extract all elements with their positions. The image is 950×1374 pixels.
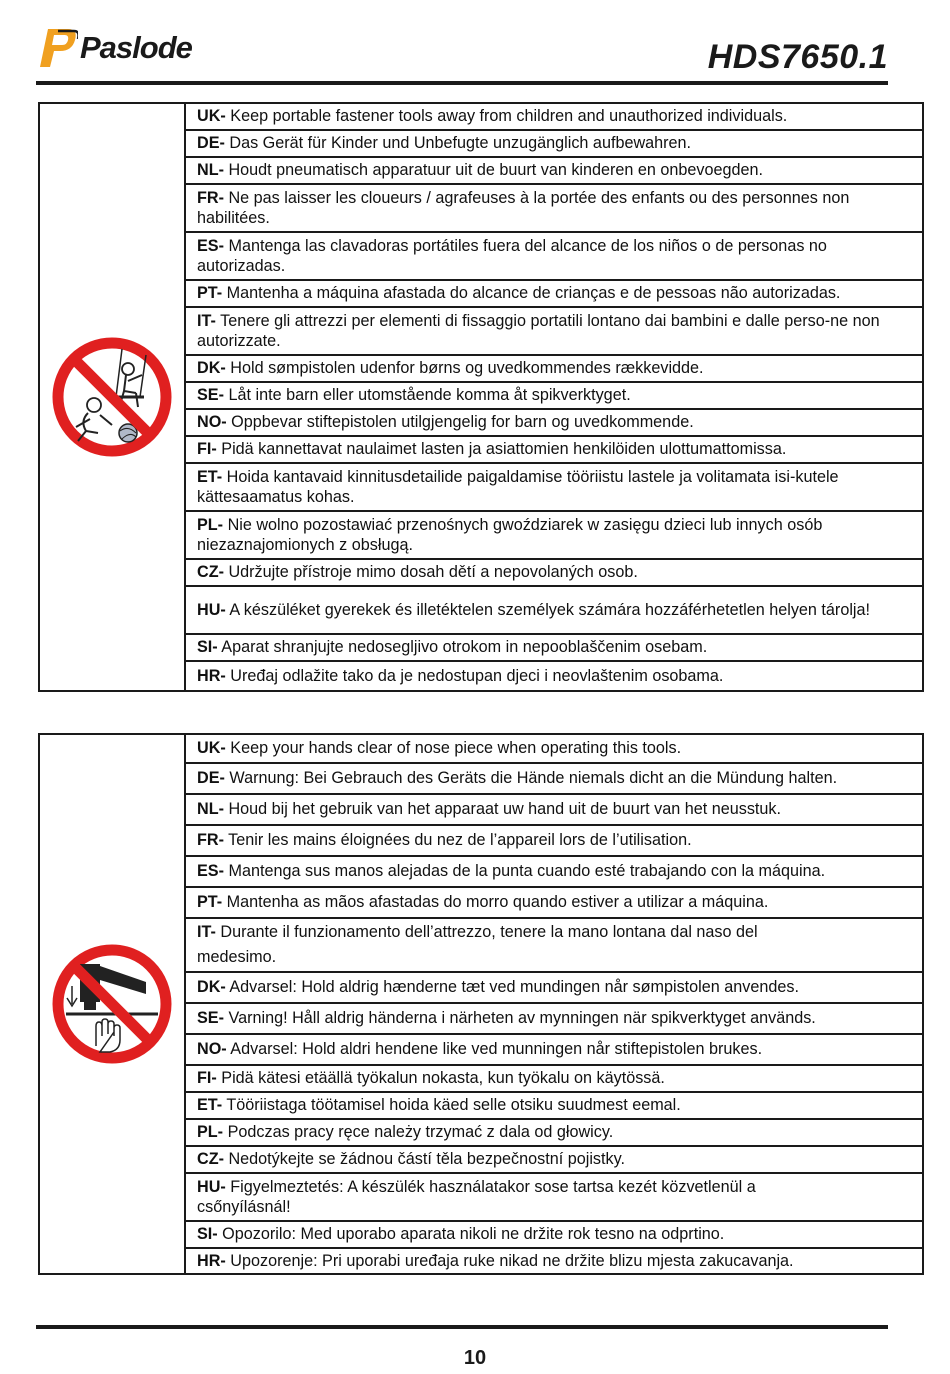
translation-row: HR- Uređaj odlažite tako da je nedostupan djeci i neovlaštenim osobama. <box>197 666 724 685</box>
paslode-p-icon <box>38 25 78 71</box>
no-hands-near-nose-icon <box>50 942 174 1066</box>
translation-row: DK- Hold sømpistolen udenfor børns og uvedkommendes rækkevidde. <box>186 356 922 383</box>
translation-row: SI- Opozorilo: Med uporabo aparata nikoli ne držite rok tesno na odprtino. <box>186 1222 922 1249</box>
page-header <box>38 20 888 82</box>
translation-row: ES- Mantenga sus manos alejadas de la punta cuando esté trabajando con la máquina. <box>186 857 922 888</box>
translation-row: IT- Durante il funzionamento dell’attrezzo, tenere la mano lontana dal naso del medesimo. <box>186 919 922 973</box>
translation-row: SE- Varning! Håll aldrig händerna i närheten av mynningen när spikverktyget används. <box>186 1004 922 1035</box>
translation-row: NL- Houd bij het gebruik van het apparaat uw hand uit de buurt van het neusstuk. <box>186 795 922 826</box>
translation-row: SE- Låt inte barn eller utomstående komma åt spikverktyget. <box>186 383 922 410</box>
translation-row: UK- Keep your hands clear of nose piece when operating this tools. <box>186 735 922 764</box>
translation-row: CZ- Udržujte přístroje mimo dosah dětí a nepovolaných osob. <box>186 560 922 587</box>
translation-row: NL- Houdt pneumatisch apparatuur uit de buurt van kinderen en onbevoegden. <box>186 158 922 185</box>
translation-row: CZ- Nedotýkejte se žádnou částí těla bezpečnostní pojistky. <box>186 1147 922 1174</box>
translation-row: PL- Nie wolno pozostawiać przenośnych gwoździarek w zasięgu dzieci lub innych osób niezaznajomionych z obsługą. <box>186 512 922 560</box>
translation-row: NO- Oppbevar stiftepistolen utilgjengelig for barn og uvedkommende. <box>186 410 922 437</box>
brand-name: Paslode <box>80 30 192 65</box>
translation-row: IT- Tenere gli attrezzi per elementi di fissaggio portatili lontano dai bambini e dalle perso-ne non autorizzate. <box>186 308 922 356</box>
translation-row: FR- Ne pas laisser les cloueurs / agrafeuses à la portée des enfants ou des personnes non habilitées. <box>186 185 922 233</box>
page-number: 10 <box>463 1347 487 1369</box>
model-number: HDS7650.1 <box>707 38 888 76</box>
translation-row: SI- Aparat shranjujte nedosegljivo otrokom in nepooblaščenim osebam. <box>186 635 922 662</box>
translation-row: HU- A készüléket gyerekek és illetéktelen személyek számára hozzáférhetetlen helyen tárolja! <box>186 587 922 635</box>
no-children-icon <box>50 335 174 459</box>
translation-row: PT- Mantenha as mãos afastadas do morro quando estiver a utilizar a máquina. <box>186 888 922 919</box>
translation-row: ES- Mantenga las clavadoras portátiles fuera del alcance de los niños o de personas no autorizadas. <box>186 233 922 281</box>
translation-row: HU- Figyelmeztetés: A készülék használatakor sose tartsa kezét közvetlenül a csőnyílásnál! <box>186 1174 922 1222</box>
footer-divider <box>36 1325 888 1329</box>
translation-row: ET- Tööriistaga töötamisel hoida käed selle otsiku suudmest eemal. <box>186 1093 922 1120</box>
translation-row: FR- Tenir les mains éloignées du nez de l’appareil lors de l’utilisation. <box>186 826 922 857</box>
translation-row: FI- Pidä kannettavat naulaimet lasten ja asiattomien henkilöiden ulottumattomissa. <box>186 437 922 464</box>
translation-row: DE- Das Gerät für Kinder und Unbefugte unzugänglich aufbewahren. <box>186 131 922 158</box>
header-divider <box>36 81 888 85</box>
translation-row: NO- Advarsel: Hold aldri hendene like ved munningen når stiftepistolen brukes. <box>186 1035 922 1066</box>
paslode-logo <box>38 24 192 72</box>
icon-cell <box>40 104 186 690</box>
translation-row: ET- Hoida kantavaid kinnitusdetailide paigaldamise tööriistu lastele ja volitamata isi-kutele kättesaamatus kohas. <box>186 464 922 512</box>
translation-row: PT- Mantenha a máquina afastada do alcance de crianças e de pessoas não autorizadas. <box>186 281 922 308</box>
translation-row: FI- Pidä kätesi etäällä työkalun nokasta, kun työkalu on käytössä. <box>186 1066 922 1093</box>
translation-row: PL- Podczas pracy ręce należy trzymać z dala od głowicy. <box>186 1120 922 1147</box>
translations-list <box>186 104 922 690</box>
warning-block-hands <box>38 733 924 1275</box>
icon-cell <box>40 735 186 1273</box>
translation-row: DK- Advarsel: Hold aldrig hænderne tæt ved mundingen når sømpistolen anvendes. <box>186 973 922 1004</box>
translation-row: UK- Keep portable fastener tools away from children and unauthorized individuals. <box>186 104 922 131</box>
translations-list <box>186 735 922 1273</box>
warning-block-children <box>38 102 924 692</box>
translation-row: DE- Warnung: Bei Gebrauch des Geräts die Hände niemals dicht an die Mündung halten. <box>186 764 922 795</box>
translation-row: HR- Upozorenje: Pri uporabi uređaja ruke nikad ne držite blizu mjesta zakucavanja. <box>197 1251 794 1270</box>
